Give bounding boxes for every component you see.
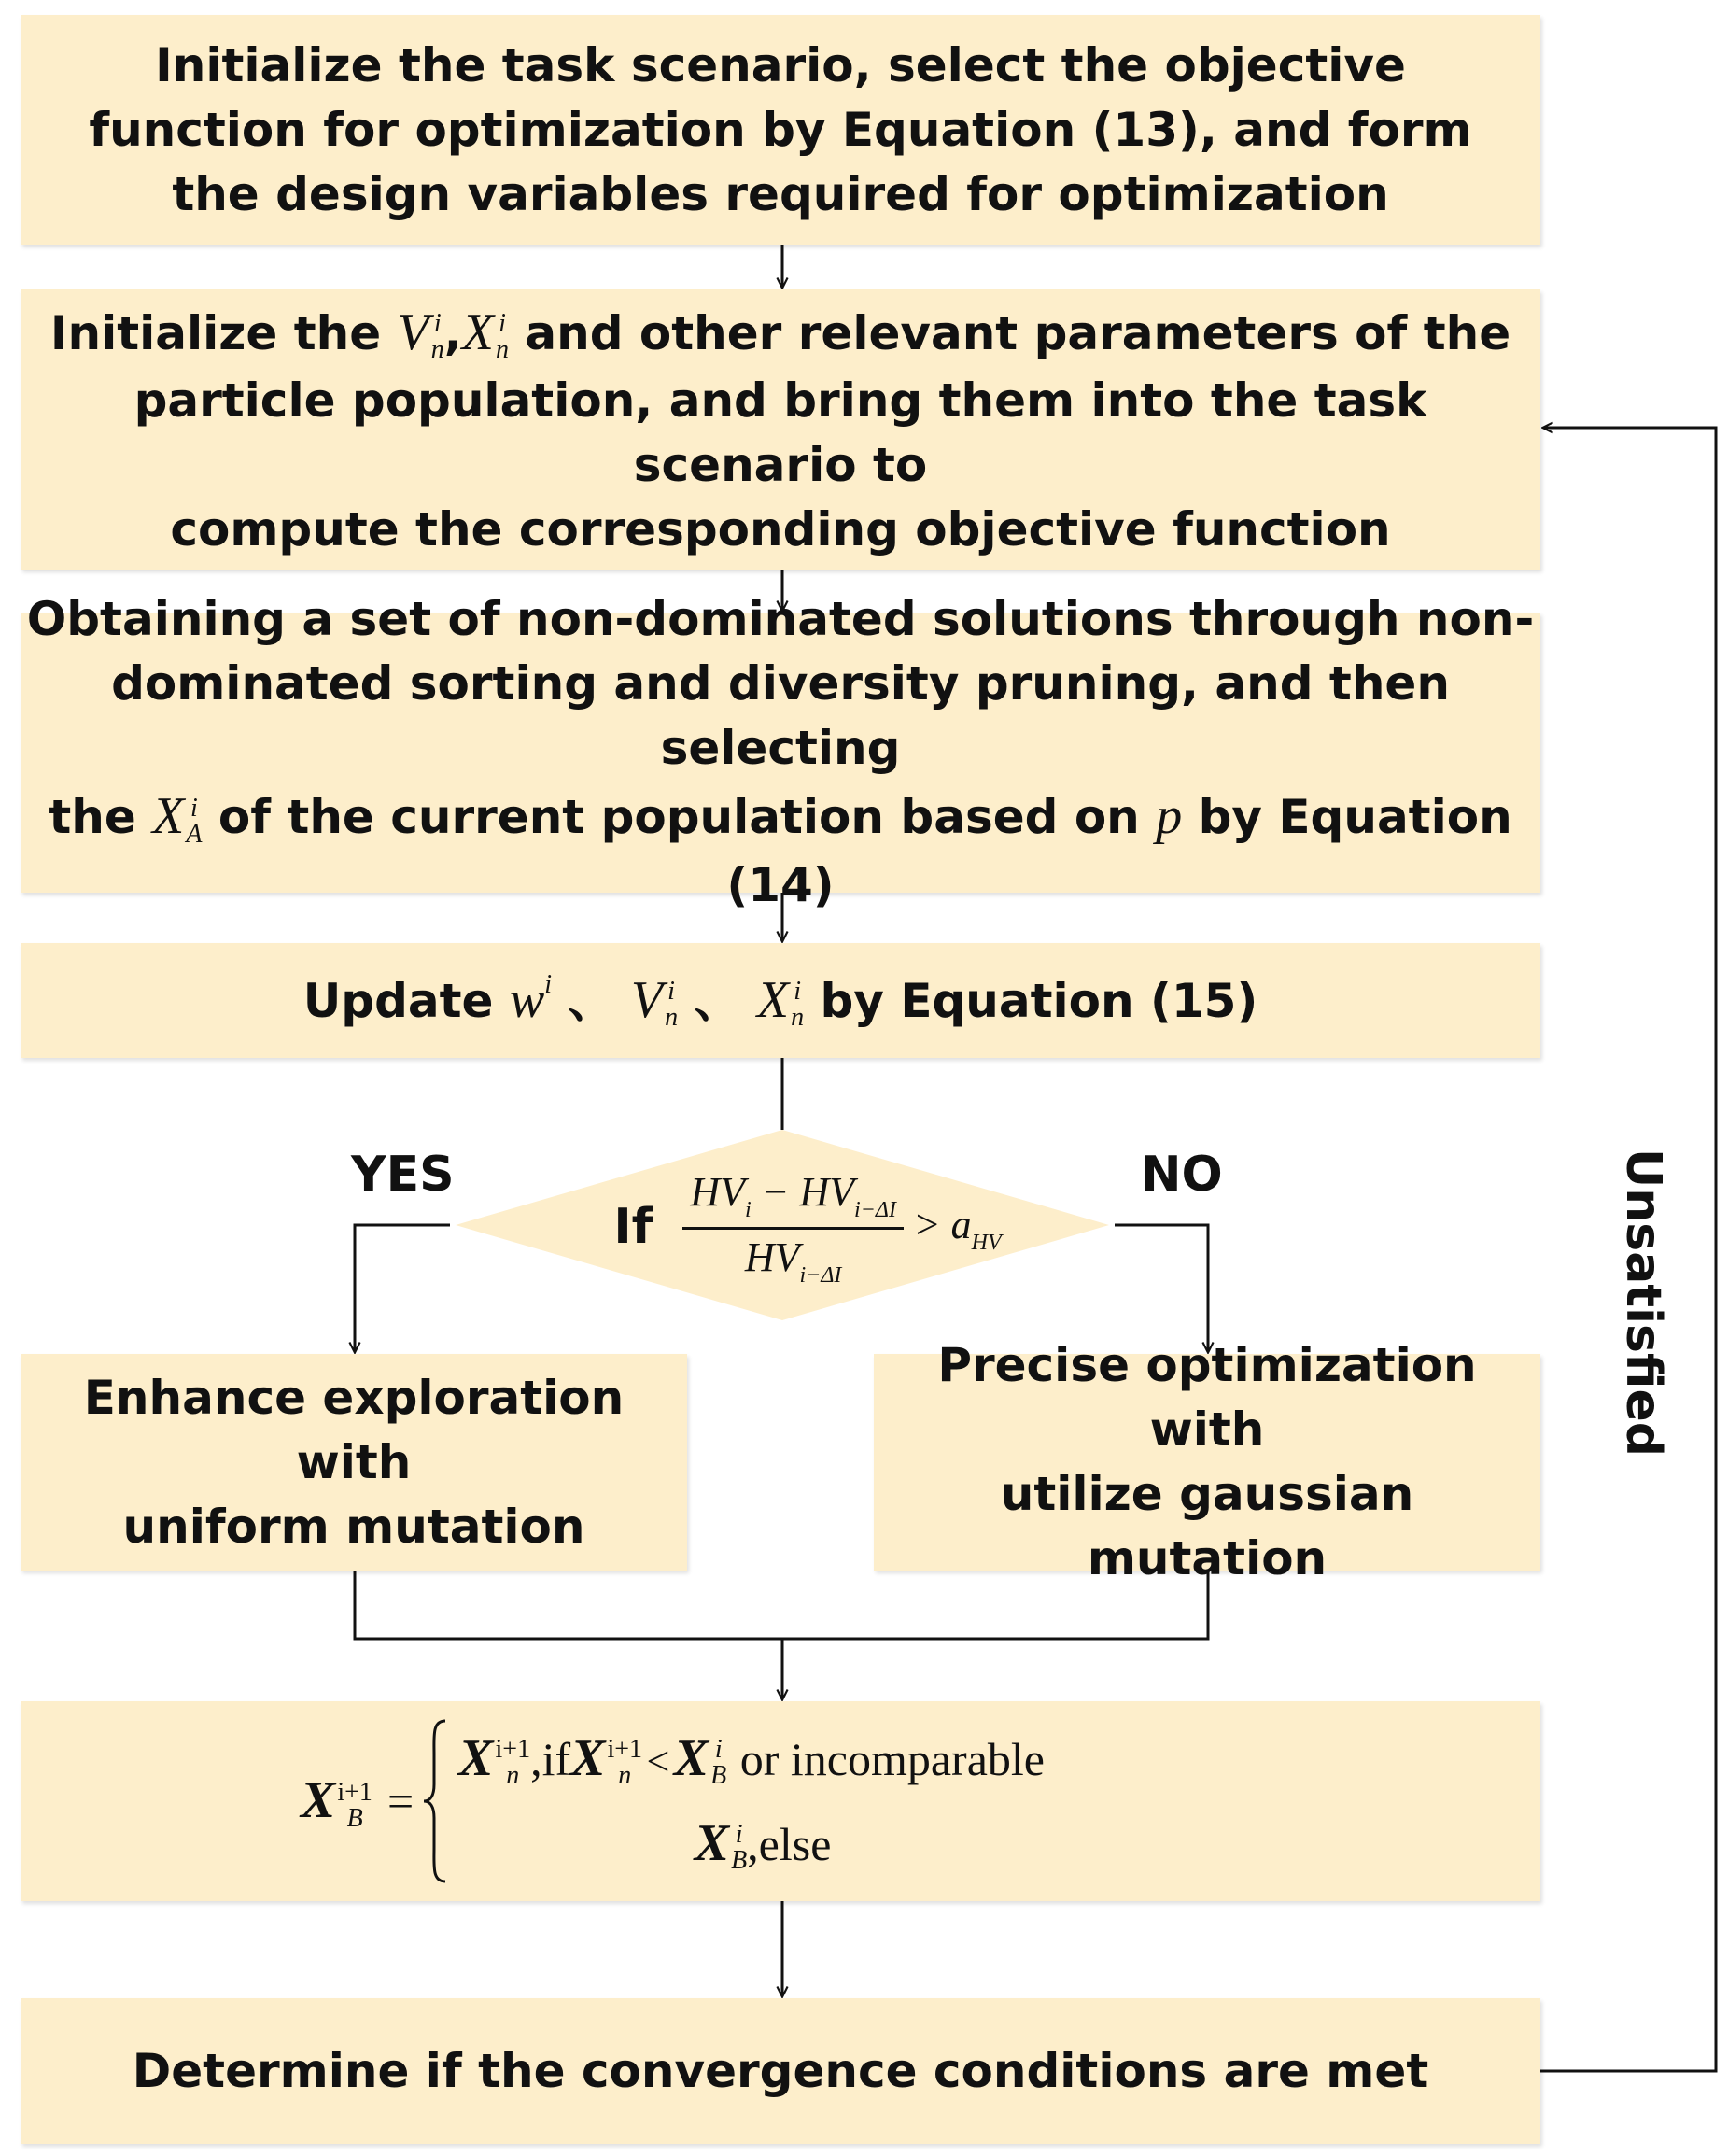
best-brace-icon <box>421 1717 449 1885</box>
box-non-dominated-text <box>21 587 1540 917</box>
separator: 、 <box>694 973 741 1028</box>
box-non-dominated <box>21 592 1540 912</box>
symbol-x-n-i-update: X i n <box>756 970 805 1032</box>
box-update-best <box>21 1701 1540 1901</box>
symbol-w-i: $w^i$ <box>509 969 552 1029</box>
symbol-x-n-i: X i n <box>461 303 509 364</box>
symbol-v-n-i-update: V i n <box>630 970 679 1032</box>
decision-denominator: $HV_{i-\Delta I}$ <box>744 1233 842 1288</box>
non-dominated-line3-pre: the <box>49 790 136 845</box>
box-uniform-mutation <box>21 1354 687 1571</box>
box-initialize-particles <box>21 289 1540 570</box>
symbol-v-n-i: V i n <box>397 303 444 364</box>
arrow-decision-yes <box>355 1225 450 1352</box>
gaussian-line1: Precise optimization with <box>937 1338 1477 1457</box>
decision-if-label: If <box>613 1199 653 1256</box>
init-particles-line1-post: and other relevant parameters of the <box>525 305 1511 360</box>
box-update <box>21 943 1540 1058</box>
box-gaussian-mutation <box>874 1338 1540 1585</box>
box-initialize-particles-text <box>21 297 1540 562</box>
best-case-2: X i B ,else <box>694 1814 832 1876</box>
box-initialize-task-text: Initialize the task scenario, select the objective function for optimization by Equation (13), and form the design variables required for optimization <box>89 37 1472 221</box>
decision-threshold: > $a_{HV}$ <box>912 1201 1002 1255</box>
best-cases <box>458 1728 1045 1874</box>
uniform-line1: Enhance exploration with <box>83 1370 625 1489</box>
box-convergence <box>21 1998 1540 2144</box>
best-equals: = <box>386 1775 414 1827</box>
gaussian-line2: utilize gaussian mutation <box>1000 1467 1414 1585</box>
non-dominated-line1: Obtaining a set of non-dominated solutions through non- <box>26 592 1535 647</box>
decision-fraction <box>682 1168 904 1289</box>
uniform-line2: uniform mutation <box>122 1499 585 1554</box>
non-dominated-line3-post: by Equation (14) <box>726 790 1512 912</box>
update-best-equation <box>301 1701 1045 1901</box>
box-initialize-task <box>21 15 1540 245</box>
symbol-p: p <box>1156 787 1183 846</box>
non-dominated-line2: dominated sorting and diversity pruning, and then selecting <box>111 656 1450 776</box>
init-particles-line1-pre: Initialize the <box>49 305 382 360</box>
box-update-text <box>303 965 1258 1036</box>
init-particles-line2: particle population, and bring them into the task scenario to <box>133 373 1427 493</box>
comma: , <box>443 305 462 360</box>
update-pre: Update <box>302 973 494 1028</box>
box-gaussian-mutation-text <box>874 1333 1540 1591</box>
label-yes: YES <box>351 1147 455 1203</box>
symbol-x-a-i: X i A <box>152 787 203 849</box>
label-no: NO <box>1141 1147 1223 1203</box>
best-case-1: X i+1 n ,ifX i+1 n < X i B or incomparable <box>458 1728 1045 1790</box>
init-particles-line3: compute the corresponding objective function <box>170 502 1391 557</box>
box-uniform-mutation-text <box>21 1366 687 1559</box>
best-lhs: X i+1 B <box>301 1771 372 1833</box>
non-dominated-line3-mid: of the current population based on <box>218 790 1140 845</box>
decision-condition <box>597 1158 1018 1298</box>
decision-numerator: $HV_i - HV_{i-\Delta I}$ <box>682 1168 904 1230</box>
box-convergence-text: Determine if the convergence conditions are met <box>132 2043 1429 2098</box>
separator: 、 <box>568 973 615 1028</box>
update-post: by Equation (15) <box>820 973 1258 1028</box>
label-unsatisfied: Unsatisfied <box>1615 1148 1671 1457</box>
